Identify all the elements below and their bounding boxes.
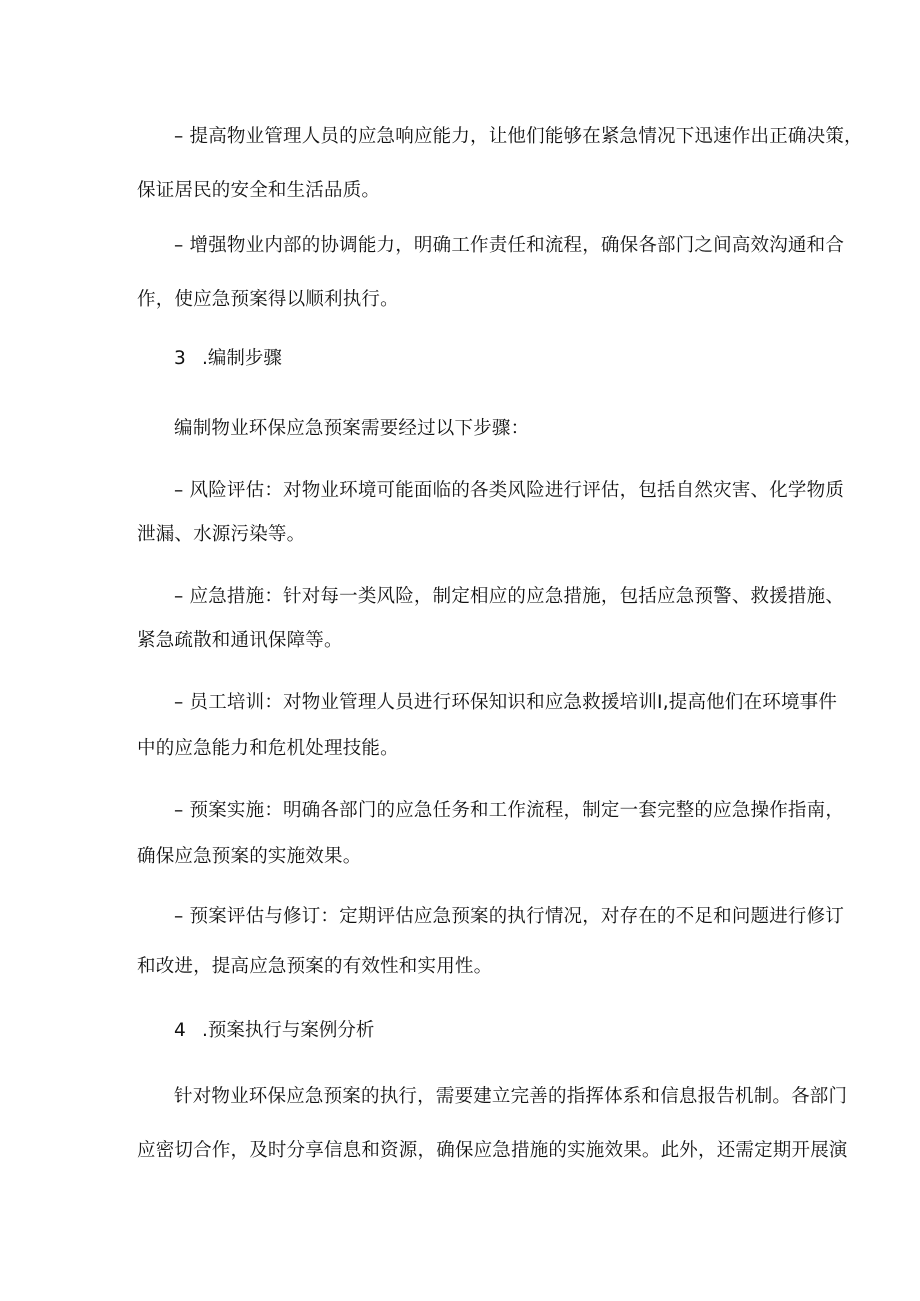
paragraph-line: – 预案实施：明确各部门的应急任务和工作流程，制定一套完整的应急操作指南， bbox=[174, 800, 845, 821]
section-heading bbox=[174, 1018, 374, 1044]
paragraph-line: 紧急疏散和通讯保障等。 bbox=[137, 630, 343, 651]
paragraph-line: 保证居民的安全和生活品质。 bbox=[137, 180, 381, 201]
paragraph-line: 确保应急预案的实施效果。 bbox=[137, 846, 362, 867]
paragraph-line: 和改进，提高应急预案的有效性和实用性。 bbox=[137, 956, 493, 977]
paragraph-line: – 预案评估与修订：定期评估应急预案的执行情况，对存在的不足和问题进行修订 bbox=[174, 906, 845, 927]
paragraph-line: 中的应急能力和危机处理技能。 bbox=[137, 738, 399, 759]
paragraph-line: – 风险评估：对物业环境可能面临的各类风险进行评估，包括自然灾害、化学物质 bbox=[174, 480, 845, 501]
section-number: 4 bbox=[174, 1020, 186, 1041]
paragraph-line: 泄漏、水源污染等。 bbox=[137, 524, 306, 545]
section-heading bbox=[174, 346, 282, 372]
paragraph-line: 编制物业环保应急预案需要经过以下步骤： bbox=[174, 418, 530, 439]
paragraph-line: – 增强物业内部的协调能力，明确工作责任和流程，确保各部门之间高效沟通和合 bbox=[174, 235, 845, 256]
paragraph-line: – 应急措施：针对每一类风险，制定相应的应急措施，包括应急预警、救援措施、 bbox=[174, 586, 845, 607]
paragraph-line: – 员工培训：对物业管理人员进行环保知识和应急救援培训I,提高他们在环境事件 bbox=[174, 692, 838, 713]
paragraph-line: 应密切合作，及时分享信息和资源，确保应急措施的实施效果。此外，还需定期开展演 bbox=[137, 1140, 848, 1161]
paragraph-line: – 提高物业管理人员的应急响应能力，让他们能够在紧急情况下迅速作出正确决策， bbox=[174, 126, 863, 147]
section-number: 3 bbox=[174, 348, 186, 369]
paragraph-line: 针对物业环保应急预案的执行，需要建立完善的指挥体系和信息报告机制。各部门 bbox=[174, 1086, 848, 1107]
section-title: .预案执行与案例分析 bbox=[202, 1020, 375, 1041]
paragraph-line: 作，使应急预案得以顺利执行。 bbox=[137, 289, 399, 310]
section-title: .编制步骤 bbox=[202, 348, 282, 369]
